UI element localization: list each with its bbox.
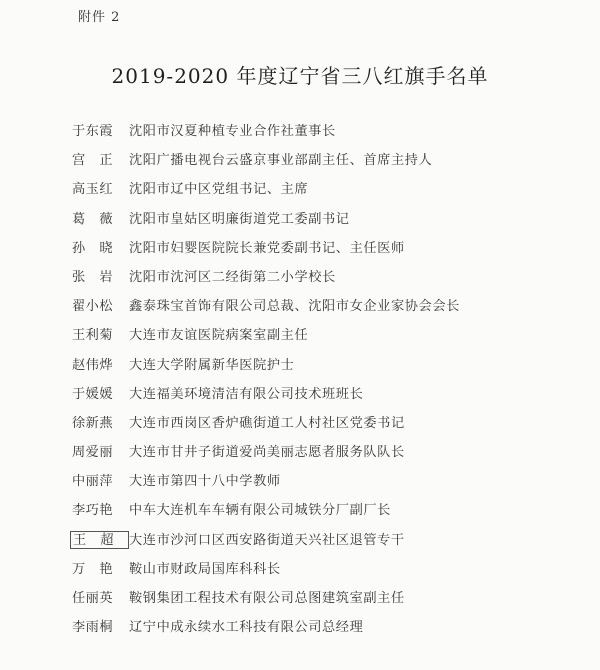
list-item xyxy=(72,503,542,532)
list-item xyxy=(72,533,542,562)
honoree-description: 鞍钢集团工程技术有限公司总图建筑室副主任 xyxy=(129,591,405,606)
list-item xyxy=(72,270,542,299)
honoree-description: 大连市甘井子街道爱尚美丽志愿者服务队队长 xyxy=(129,445,405,461)
honoree-description: 大连市第四十八中学教师 xyxy=(129,474,281,490)
list-item xyxy=(72,241,542,270)
honoree-name: 李雨桐 xyxy=(72,620,114,636)
list-item xyxy=(72,212,542,241)
honoree-name: 宫 正 xyxy=(72,153,114,169)
honoree-description: 中车大连机车车辆有限公司城铁分厂副厂长 xyxy=(129,503,391,519)
honoree-name: 葛 薇 xyxy=(72,211,114,227)
honoree-name: 徐新燕 xyxy=(72,415,114,431)
honoree-description: 大连市沙河口区西安路街道天兴社区退管专干 xyxy=(129,532,405,548)
list-item xyxy=(72,474,542,503)
honoree-name: 高玉红 xyxy=(72,182,114,198)
honoree-description: 鞍山市财政局国库科科长 xyxy=(129,561,281,577)
list-item xyxy=(72,591,542,620)
list-item xyxy=(72,620,542,649)
list-item xyxy=(72,124,542,153)
attachment-label: 附件 2 xyxy=(78,10,121,25)
honoree-name: 于媛媛 xyxy=(72,386,114,402)
list-item xyxy=(72,182,542,211)
list-item xyxy=(72,445,542,474)
honoree-name: 任丽英 xyxy=(72,591,114,606)
honoree-description: 沈阳市辽中区党组书记、主席 xyxy=(129,182,309,198)
honoree-description: 沈阳市沈河区二经街第二小学校长 xyxy=(129,269,336,285)
honoree-name-boxed: 王 超 xyxy=(70,531,129,549)
honoree-description: 沈阳市皇姑区明廉街道党工委副书记 xyxy=(129,211,350,227)
list-item xyxy=(72,562,542,591)
honoree-name: 中丽萍 xyxy=(72,474,114,490)
honoree-description: 辽宁中成永续水工科技有限公司总经理 xyxy=(129,620,364,636)
honoree-name: 万 艳 xyxy=(72,561,114,577)
list-item xyxy=(72,387,542,416)
honoree-description: 大连大学附属新华医院护士 xyxy=(129,357,295,373)
honoree-name: 孙 晓 xyxy=(72,240,114,256)
honoree-list xyxy=(72,124,542,649)
honoree-description: 鑫泰珠宝首饰有限公司总裁、沈阳市女企业家协会会长 xyxy=(129,299,460,315)
honoree-description: 沈阳市妇婴医院院长兼党委副书记、主任医师 xyxy=(129,240,405,256)
honoree-name: 于东霞 xyxy=(72,124,114,139)
page-title: 2019-2020 年度辽宁省三八红旗手名单 xyxy=(111,64,489,88)
honoree-name: 赵伟烨 xyxy=(72,357,114,373)
list-item xyxy=(72,416,542,445)
list-item xyxy=(72,299,542,328)
honoree-name: 王利菊 xyxy=(72,328,114,344)
list-item xyxy=(72,358,542,387)
honoree-description: 大连福美环境清洁有限公司技术班班长 xyxy=(129,386,364,402)
honoree-name: 翟小松 xyxy=(72,299,114,315)
honoree-name: 李巧艳 xyxy=(72,503,114,519)
honoree-description: 大连市西岗区香炉礁街道工人村社区党委书记 xyxy=(129,415,405,431)
honoree-name: 周爱丽 xyxy=(72,445,114,461)
honoree-description: 大连市友谊医院病案室副主任 xyxy=(129,328,309,344)
honoree-description: 沈阳市汉夏种植专业合作社董事长 xyxy=(129,124,336,139)
list-item xyxy=(72,153,542,182)
list-item xyxy=(72,328,542,357)
honoree-name: 张 岩 xyxy=(72,269,114,285)
honoree-description: 沈阳广播电视台云盛京事业部副主任、首席主持人 xyxy=(129,153,433,169)
